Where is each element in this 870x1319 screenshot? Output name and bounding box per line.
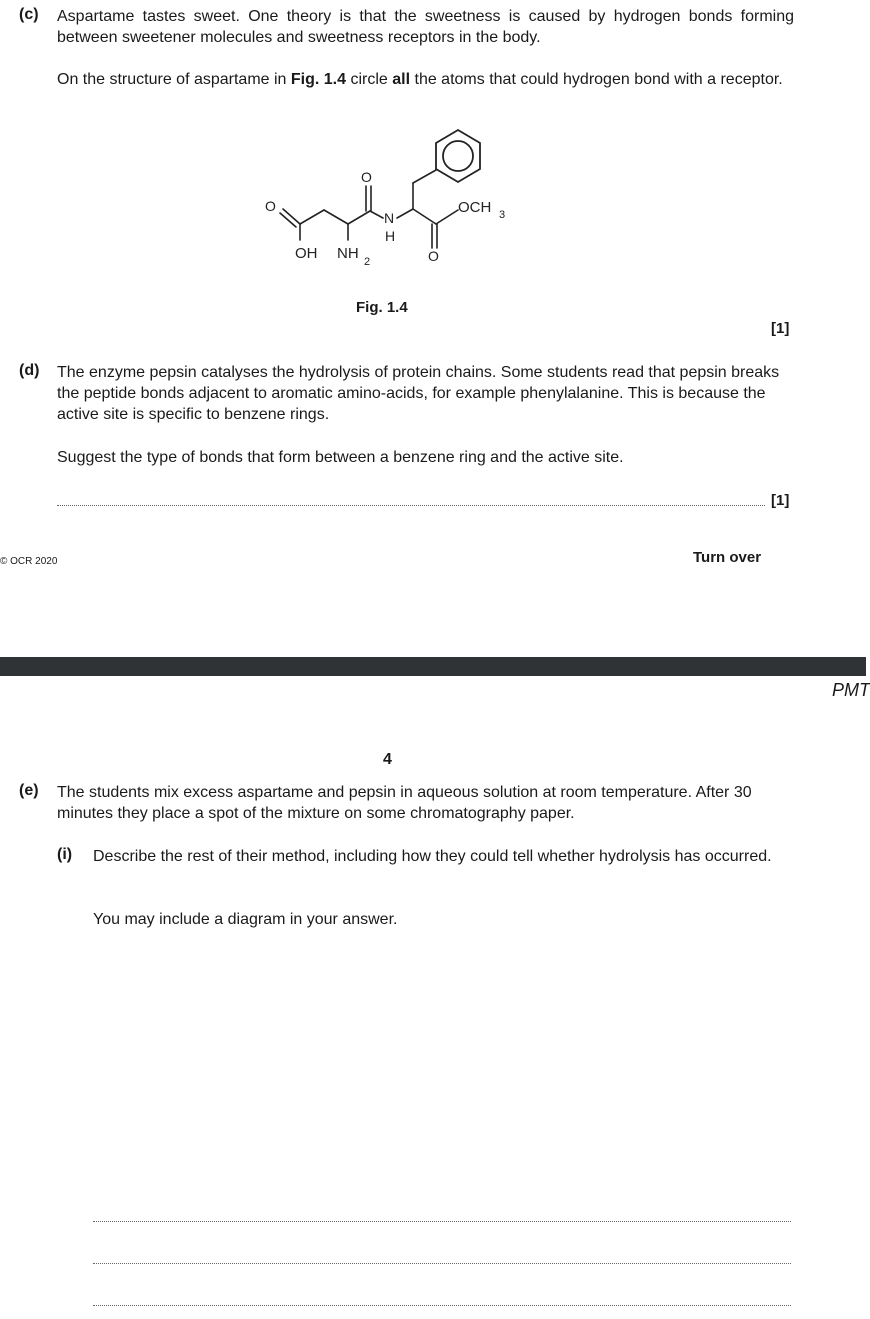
question-e-text: The students mix excess aspartame and pepsin in aqueous solution at room temperature. After 30 minutes they place a spot of the mixture on some chromatography paper. — [57, 784, 752, 822]
question-e-i-diagram-note: You may include a diagram in your answer. — [93, 911, 398, 928]
instruction-text-b: circle — [346, 71, 393, 88]
pmt-watermark: PMT — [832, 680, 870, 700]
question-e-label: (e) — [19, 782, 39, 799]
bond-c5-c6 — [413, 209, 436, 224]
answer-line-e-3[interactable] — [93, 1305, 791, 1306]
atom-h: H — [385, 228, 396, 244]
question-d-prompt: Suggest the type of bonds that form between a benzene ring and the active site. — [57, 449, 624, 466]
bond-c2-c3 — [324, 210, 348, 224]
atom-o-top: O — [361, 169, 372, 185]
bond-o-c1-double-a — [283, 209, 300, 224]
page-separator-bar — [0, 657, 866, 676]
answer-line-e-1[interactable] — [93, 1221, 791, 1222]
question-e-i-label: (i) — [57, 846, 73, 863]
atom-o-left: O — [265, 198, 276, 214]
atom-n: N — [384, 210, 395, 226]
atom-och3-subscript: 3 — [499, 209, 506, 221]
instruction-all: all — [392, 71, 411, 88]
question-c-marks: [1] — [771, 320, 790, 337]
instruction-text-a: On the structure of aspartame in — [57, 71, 291, 88]
page-number: 4 — [383, 751, 392, 768]
bond-o-c1-double-b — [280, 213, 296, 227]
aspartame-structure[interactable] — [0, 0, 866, 330]
instruction-fig-ref: Fig. 1.4 — [290, 71, 347, 88]
atom-o-bottom: O — [428, 248, 439, 264]
figure-caption: Fig. 1.4 — [356, 299, 408, 316]
bond-c1-c2 — [300, 210, 324, 224]
question-e-i-text: Describe the rest of their method, including how they could tell whether hydrolysis has occurred. — [93, 848, 772, 865]
instruction-text-c: the atoms that could hydrogen bond with a receptor. — [410, 71, 783, 88]
answer-line-e-2[interactable] — [93, 1263, 791, 1264]
benzene-aromatic-circle — [443, 141, 473, 171]
bond-c4-n — [370, 211, 383, 218]
copyright-footer: © OCR 2020 — [0, 556, 58, 567]
question-c-text: Aspartame tastes sweet. One theory is that the sweetness is caused by hydrogen bonds forming between sweetener molecules and sweetness receptors in the body. — [57, 8, 794, 46]
answer-line-d[interactable] — [57, 505, 765, 506]
bond-c6-och3 — [436, 210, 458, 224]
turn-over-text: Turn over — [693, 549, 762, 566]
atom-oh: OH — [295, 245, 318, 262]
bond-c3-c4 — [348, 211, 370, 224]
atom-nh2-subscript: 2 — [364, 256, 371, 268]
question-d-text: The enzyme pepsin catalyses the hydrolysis of protein chains. Some students read that pepsin breaks the peptide bonds adjacent to aromatic amino-acids, for example phenylalanine. This is because the active site is specific to benzene rings. — [57, 364, 780, 423]
atom-och3: OCH — [458, 199, 492, 216]
atom-nh2: NH — [337, 245, 359, 262]
question-c-label: (c) — [19, 6, 39, 23]
bond-n-c5 — [397, 209, 413, 218]
question-d-label: (d) — [19, 362, 40, 379]
question-d-marks: [1] — [771, 492, 790, 509]
bond-ch2-ring — [413, 170, 436, 183]
